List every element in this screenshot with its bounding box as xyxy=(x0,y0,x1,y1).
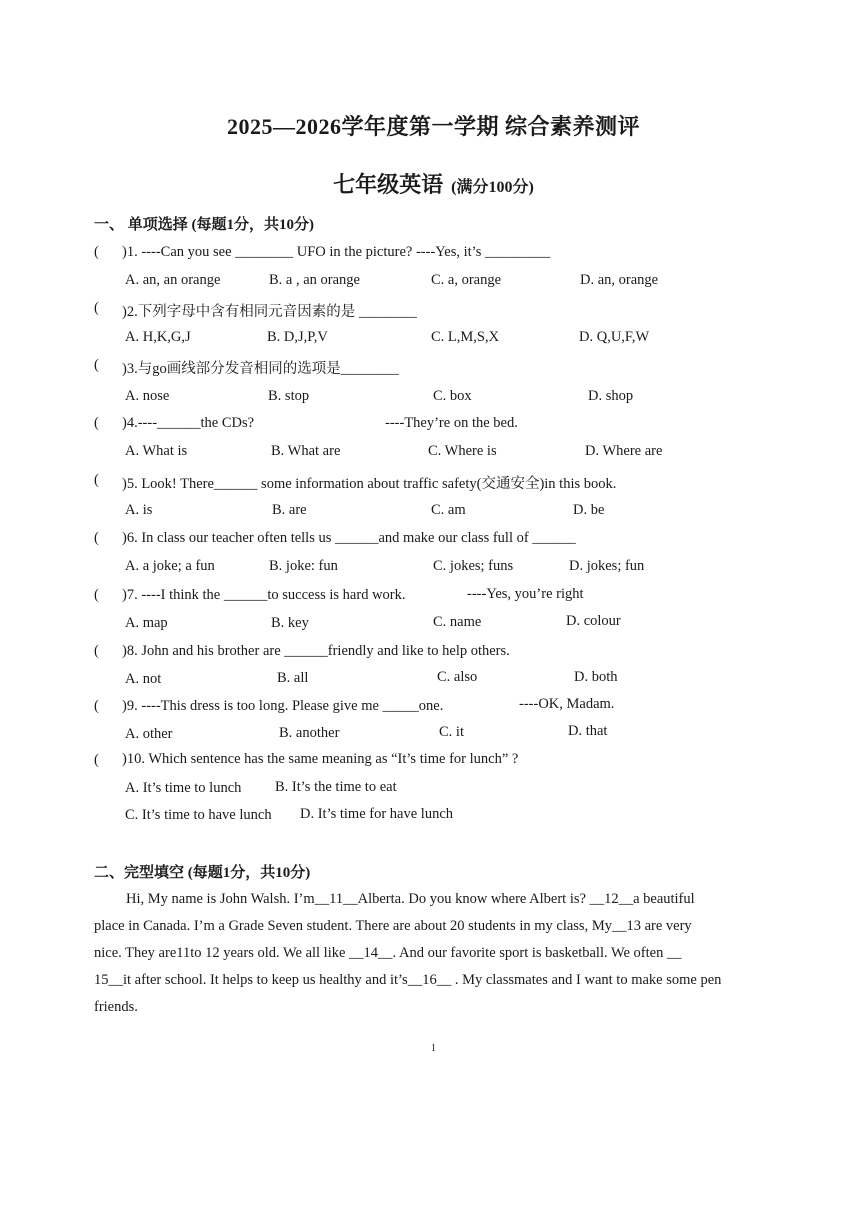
page-number: 1 xyxy=(431,1043,436,1054)
q3-option-c: C. box xyxy=(433,388,472,404)
answer-paren: ( xyxy=(94,752,99,768)
question-9-reply: ----OK, Madam. xyxy=(519,696,615,712)
q2-option-b: B. D,J,P,V xyxy=(267,329,328,345)
q5-option-a: A. is xyxy=(125,502,153,518)
subject-title: 七年级英语 xyxy=(333,172,444,197)
q2-option-c: C. L,M,S,X xyxy=(431,329,500,345)
q5-option-b: B. are xyxy=(272,502,307,518)
question-9: )9. ----This dress is too long. Please give me _____one. xyxy=(122,698,444,714)
q3-option-a: A. nose xyxy=(125,388,170,404)
passage-line: friends. xyxy=(94,999,138,1015)
passage-line: 15__it after school. It helps to keep us healthy and it’s__16__ . My classmates and I want to make some pen xyxy=(94,972,722,988)
section1-heading: 一、 单项选择 (每题1分，共10分) xyxy=(94,217,314,233)
section2-heading: 二、完型填空 (每题1分，共10分) xyxy=(94,865,311,881)
passage-line: nice. They are11to 12 years old. We all like __14__. And our favorite sport is basketball. We often __ xyxy=(94,945,682,961)
q6-option-b: B. joke: fun xyxy=(269,558,338,574)
answer-paren: ( xyxy=(94,530,99,546)
passage-line: Hi, My name is John Walsh. I’m__11__Alberta. Do you know where Albert is? __12__a beautiful xyxy=(126,891,695,907)
question-1: )1. ----Can you see ________ UFO in the picture? ----Yes, it’s _________ xyxy=(122,244,551,260)
q8-option-b: B. all xyxy=(277,670,309,686)
q2-option-a: A. H,K,G,J xyxy=(125,329,191,345)
q1-option-c: C. a, orange xyxy=(431,272,502,288)
q9-option-b: B. another xyxy=(279,725,340,741)
q8-option-d: D. both xyxy=(574,669,618,685)
q6-option-c: C. jokes; funs xyxy=(433,558,514,574)
answer-paren: ( xyxy=(94,587,99,603)
q3-option-d: D. shop xyxy=(588,388,634,404)
answer-paren: ( xyxy=(94,415,99,431)
page-subtitle xyxy=(0,168,867,199)
question-7: )7. ----I think the ______to success is hard work. xyxy=(122,587,406,603)
answer-paren: ( xyxy=(94,472,99,488)
question-5: )5. Look! There______ some information about traffic safety(交通安全)in this book. xyxy=(122,476,617,492)
q7-option-a: A. map xyxy=(125,615,168,631)
question-10: )10. Which sentence has the same meaning as “It’s time for lunch” ? xyxy=(122,751,519,767)
question-4-reply: ----They’re on the bed. xyxy=(385,415,518,431)
q9-option-a: A. other xyxy=(125,726,173,742)
q6-option-a: A. a joke; a fun xyxy=(125,558,215,574)
q8-option-c: C. also xyxy=(437,669,478,685)
q10-option-d: D. It’s time for have lunch xyxy=(300,806,454,822)
score-note: (满分100分) xyxy=(451,179,534,196)
question-4: )4.----______the CDs? xyxy=(122,415,255,431)
passage-line: place in Canada. I’m a Grade Seven student. There are about 20 students in my class, My__13 are very xyxy=(94,918,692,934)
q7-option-c: C. name xyxy=(433,614,482,630)
question-7-reply: ----Yes, you’re right xyxy=(467,586,584,602)
q4-option-a: A. What is xyxy=(125,443,188,459)
q1-option-d: D. an, orange xyxy=(580,272,659,288)
q10-option-c: C. It’s time to have lunch xyxy=(125,807,272,823)
q4-option-c: C. Where is xyxy=(428,443,497,459)
q2-option-d: D. Q,U,F,W xyxy=(579,329,650,345)
q1-option-a: A. an, an orange xyxy=(125,272,221,288)
answer-paren: ( xyxy=(94,643,99,659)
answer-paren: ( xyxy=(94,698,99,714)
q9-option-d: D. that xyxy=(568,723,608,739)
q10-option-b: B. It’s the time to eat xyxy=(275,779,397,795)
q5-option-c: C. am xyxy=(431,502,466,518)
question-8: )8. John and his brother are ______friendly and like to help others. xyxy=(122,643,510,659)
q6-option-d: D. jokes; fun xyxy=(569,558,645,574)
answer-paren: ( xyxy=(94,357,99,373)
question-2: )2.下列字母中含有相同元音因素的是 ________ xyxy=(122,304,417,320)
q5-option-d: D. be xyxy=(573,502,605,518)
q1-option-b: B. a , an orange xyxy=(269,272,360,288)
q8-option-a: A. not xyxy=(125,671,162,687)
page-title: 2025—2026学年度第一学期 综合素养测评 xyxy=(226,114,640,139)
answer-paren: ( xyxy=(94,244,99,260)
q9-option-c: C. it xyxy=(439,724,464,740)
q7-option-d: D. colour xyxy=(566,613,621,629)
q3-option-b: B. stop xyxy=(268,388,310,404)
q4-option-d: D. Where are xyxy=(585,443,663,459)
answer-paren: ( xyxy=(94,300,99,316)
question-6: )6. In class our teacher often tells us ______and make our class full of ______ xyxy=(122,530,576,546)
q4-option-b: B. What are xyxy=(271,443,341,459)
question-3: )3.与go画线部分发音相同的选项是________ xyxy=(122,361,399,377)
q10-option-a: A. It’s time to lunch xyxy=(125,780,242,796)
q7-option-b: B. key xyxy=(271,615,309,631)
